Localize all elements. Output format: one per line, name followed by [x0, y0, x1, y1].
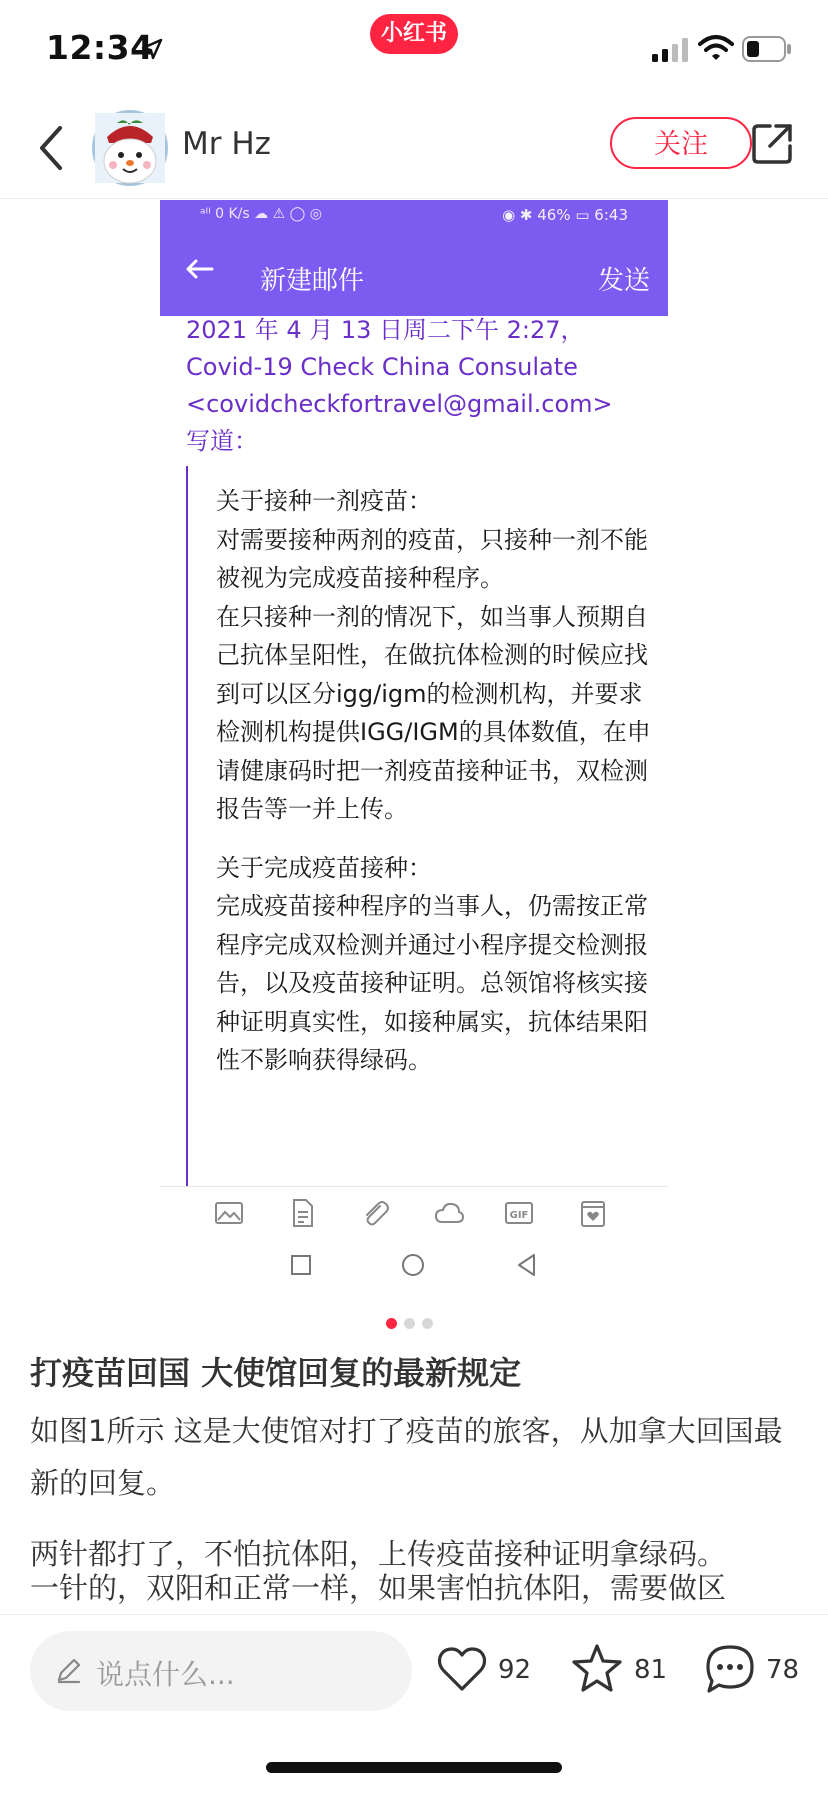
comment-placeholder: 说点什么...: [96, 1658, 235, 1691]
home-indicator[interactable]: [266, 1762, 562, 1773]
like-count: 92: [498, 1655, 532, 1685]
share-icon[interactable]: [748, 120, 796, 168]
circle-icon: [400, 1252, 426, 1278]
location-arrow-icon: [141, 38, 163, 60]
email-toolbar: [160, 1190, 668, 1236]
para1-line2: 在只接种一剂的情况下，如当事人预期自己抗体呈阳性，在做抗体检测的时候应找到可以区分igg/igm的检测机构，并要求检测机构提供IGG/IGM的具体数值，在申请健康码时把一剂疫苗接种证书，双检测报告等一并上传。: [216, 602, 651, 823]
triangle-back-icon: [514, 1252, 540, 1278]
svg-text:GIF: GIF: [509, 1210, 529, 1221]
android-status-left: ᵃᴵᴵ 0 K/s ☁ ⚠ ◯ ◎: [200, 206, 322, 222]
status-time: 12:34: [46, 28, 154, 67]
paragraph-full-vaccination: [216, 849, 656, 1080]
compose-title: 新建邮件: [260, 266, 365, 296]
carousel-dot: [422, 1318, 433, 1329]
heart-icon: [436, 1643, 488, 1695]
comment-bubble-icon: [704, 1643, 756, 1695]
para1-line1: 对需要接种两剂的疫苗，只接种一剂不能被视为完成疫苗接种程序。: [216, 525, 648, 592]
comment-count: 78: [766, 1655, 800, 1685]
android-status-right: ◉ ✱ 46% ▭ 6:43: [502, 206, 628, 224]
snowman-avatar-icon: [95, 113, 165, 183]
calendar-heart-icon: [578, 1198, 608, 1228]
post-paragraph-partial: [30, 1571, 800, 1614]
comment-button[interactable]: [704, 1643, 814, 1699]
attachment-icon: [360, 1198, 390, 1228]
image-icon: [214, 1198, 244, 1228]
square-icon: [288, 1252, 314, 1278]
post-paragraph: 如图1所示 这是大使馆对打了疫苗的旅客，从加拿大回国最新的回复。: [30, 1414, 783, 1500]
arrow-left-icon: [184, 258, 214, 280]
author-avatar[interactable]: [92, 110, 168, 186]
cloud-icon: [434, 1198, 464, 1228]
carousel-dot: [404, 1318, 415, 1329]
carousel-dot-active: [386, 1318, 397, 1329]
quote-bar: [186, 466, 188, 1186]
email-app-bar: [160, 200, 668, 316]
app-badge: 小红书: [370, 14, 458, 54]
collect-button[interactable]: [570, 1643, 670, 1699]
para2-line1: 完成疫苗接种程序的当事人，仍需按正常程序完成双检测并通过小程序提交检测报告，以及疫苗接种证明。总领馆将核实接种证明真实性，如接种属实，抗体结果阳性不影响获得绿码。: [216, 892, 648, 1074]
send-label: 发送: [597, 266, 650, 296]
follow-button[interactable]: 关注: [610, 117, 752, 169]
like-button[interactable]: [436, 1643, 536, 1699]
post-header: [0, 100, 828, 199]
paragraph-one-dose: [216, 482, 656, 829]
quoted-email-body: [216, 482, 656, 1100]
cellular-signal-icon: [652, 38, 692, 62]
post-paragraph-partial-text: 一针的，双阳和正常一样，如果害怕抗体阳，需要做区: [30, 1571, 727, 1605]
gif-icon: [504, 1198, 534, 1228]
document-icon: [288, 1198, 318, 1228]
post-title: 打疫苗回国 大使馆回复的最新规定: [30, 1354, 522, 1392]
quote-header: 2021 年 4 月 13 日周二下午 2:27，Covid-19 Check China Consulate <covidcheckfortravel@gmail.com> 写道：: [186, 316, 613, 455]
para2-title: 关于完成疫苗接种：: [216, 853, 432, 882]
post-paragraph: 两针都打了，不怕抗体阳，上传疫苗接种证明拿绿码。: [30, 1537, 727, 1571]
back-button[interactable]: [28, 118, 78, 178]
collect-count: 81: [634, 1655, 668, 1685]
star-icon: [570, 1643, 624, 1695]
pencil-icon: [54, 1655, 84, 1685]
post-image[interactable]: [160, 200, 668, 1300]
toolbar-divider: [160, 1186, 668, 1187]
para1-title: 关于接种一剂疫苗：: [216, 487, 432, 515]
comment-input[interactable]: [30, 1631, 412, 1711]
author-name[interactable]: Mr Hz: [182, 126, 271, 162]
battery-icon: [742, 36, 792, 62]
android-nav-keys: [160, 1246, 668, 1286]
wifi-icon: [698, 34, 734, 62]
status-bar: [0, 0, 828, 100]
carousel-indicator: [386, 1318, 446, 1330]
